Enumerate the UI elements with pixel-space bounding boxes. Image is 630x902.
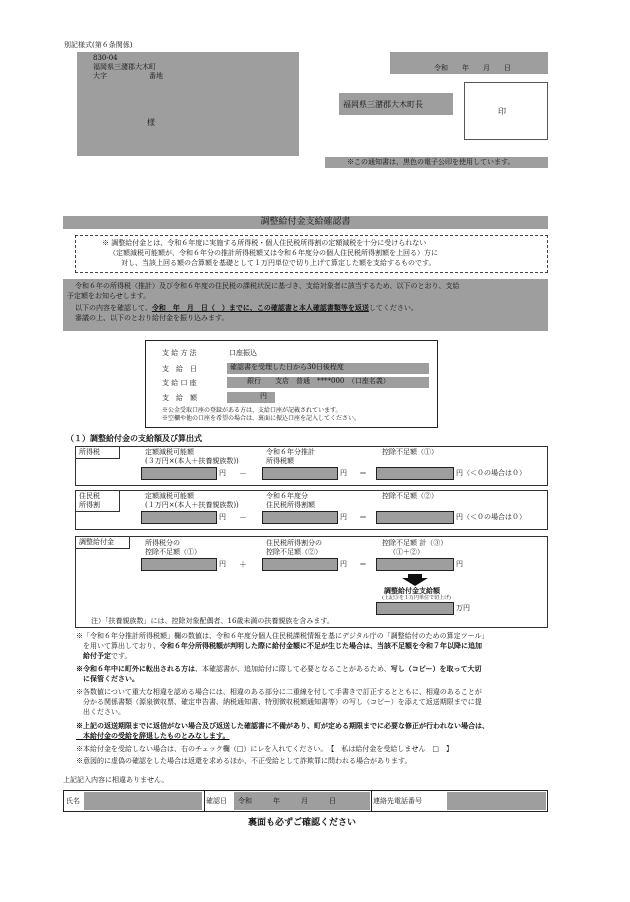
adjustment-field-1[interactable] [141,558,217,571]
payment-date-label: 支 給 日 [162,365,197,373]
adjustment-yen-3: 円 [456,560,463,568]
footer-note: 裏面も必ずご確認ください [248,818,357,828]
date-line: 令和 年 月 日 [434,64,511,72]
income-tax-c3: 控除不足額（①） [382,448,438,456]
mayor-name: 福岡県三潴郡大木町長 [343,100,423,109]
income-tax-equals: ＝ [359,469,367,478]
resident-tax-section [75,490,548,530]
note-12: ※意図的に虚偽の確認をした場合は返還を求めるほか、不正受給として詐欺罪に問われる場合があります。 [76,757,412,765]
note-4b: 、本確認書が、追加給付に際して必要となることがあるため、 [195,665,391,673]
name-label: 氏名 [66,797,80,805]
note-2 [76,641,556,651]
postal-code: 830-04 [93,54,118,62]
date-label: 確認日 [206,797,227,805]
address-line2a: 大字 [93,72,107,80]
income-tax-yen-2: 円 [340,469,347,477]
honorific: 様 [147,118,155,127]
resident-tax-c3: 控除不足額（②） [382,492,438,500]
adjustment-field-3[interactable] [376,558,454,571]
resident-tax-tab1: 住民税 [79,492,100,500]
income-tax-field-1[interactable] [141,467,217,480]
note-7: 分かる関係書類（源泉徴収票、確定申告書、納税通知書、特別徴収税額通知書等）の写し（コピー）を添えて返送期限までに提 [76,698,482,706]
date-field[interactable] [234,792,370,810]
seal-note-box [325,157,548,168]
adjustment-c2b: 控除不足額（②） [266,548,322,556]
adjustment-c1b: 控除不足額（①） [145,548,201,556]
definition-line2: （定額減税可能額が、令和６年分の推計所得税額又は令和６年度分の個人住民税所得割額を上回る）方に [109,249,438,257]
resident-tax-tail: 円（＜０の場合は０） [456,513,526,521]
payment-date-value: 確認書を受理した日から30日後程度 [227,363,429,374]
signature-row [63,790,548,812]
resident-tax-minus: － [239,513,247,522]
adjustment-plus: ＋ [239,560,247,569]
note-5: に保管ください。 [76,674,139,683]
income-tax-tail: 円（＜０の場合は０） [456,469,526,477]
note-11: ※本給付金を受給しない場合は、右のチェック欄（□）にレを入れてください。 【 私は給付金を受給しません □ 】 [76,745,454,753]
income-tax-field-2[interactable] [262,467,338,480]
definition-line1: ※ 調整給付金とは、令和６年度に実施する所得税・個人住民税所得割の定額減税を十分に受けられない [102,239,427,247]
note-1: ※「令和６年分推計所得税額」欄の数値は、令和６年度分個人住民税課税情報を基にデジタル庁の「調整給付のための算定ツール」 [76,632,489,640]
definition-box [75,235,548,273]
adjustment-c2a: 住民税所得割分の [266,539,322,547]
adjustment-result-label: 調整給付金支給額 [384,586,440,595]
payment-box [145,340,438,428]
intro-line3 [75,303,418,313]
intro-box [63,279,548,331]
form-id: 別記様式(第６条関係) [64,41,133,49]
seal-mark: 印 [498,107,506,116]
adjustment-yen-1: 円 [219,560,226,568]
adjustment-c3b: （①＋②） [389,548,424,556]
note-3b: です。 [111,652,132,660]
name-field[interactable] [84,792,202,810]
resident-tax-c2b: 住民税所得割額 [266,501,315,509]
adjustment-equals: ＝ [359,560,367,569]
resident-tax-tab2: 所得割 [79,501,100,509]
definition-line3: 対し、当該上回る額の合算額を基礎として１万円単位で切り上げて算定した額を支給するものです。 [121,259,436,267]
adjustment-c3a: 控除不足額 計（③） [382,539,448,547]
divider-2 [371,791,372,811]
payment-amount-value: 円 [227,392,275,403]
address-line1: 福岡県三潴郡大木町 [93,63,156,71]
adjustment-result-field[interactable] [376,602,454,615]
note-10: 本給付金の受給を辞退したものとみなします。 [76,731,230,740]
resident-tax-c1a: 定額減税可能額 [145,492,194,500]
note-3 [76,651,556,661]
mayor-box [339,93,453,115]
note-9: ※上記の返送期限までに返信がない場合及び返送した確認書に不備があり、町が定める期限までに必要な修正が行われない場合は、 [76,721,489,730]
seal-note: ※この通知書は、黒色の電子公印を使用しています。 [347,158,515,166]
income-tax-minus: － [239,469,247,478]
intro-line4: 審議の上、以下のとおり給付金を振り込みます。 [75,314,229,322]
note-2a: を用いて算出しており、 [76,642,160,650]
income-tax-field-3[interactable] [376,467,454,480]
intro-line3a: 以下の内容を確認して、 [75,304,152,312]
payment-amount-label: 支 給 額 [162,394,197,402]
phone-field[interactable] [447,792,546,810]
payment-method-value: 口座振込 [229,349,257,357]
adjustment-result-sub: (上記③を１万円単位で切上げ) [382,595,451,601]
intro-line1: 令和６年の所得税（推計）及び令和６年度の住民税の課税状況に基づき、支給対象者に該当するため、以下のとおり、支給 [75,282,460,290]
resident-tax-c2a: 令和６年度分 [266,492,308,500]
income-tax-c2b: 所得税額 [266,457,294,465]
intro-deadline: 令和 年 月 日（ ）までに、この確認書と本人確認書類等を返送 [151,303,369,312]
intro-line2: 予定額をお知らせします。 [67,292,151,300]
divider-1 [204,791,205,811]
consent-text: 上記記入内容に相違ありません。 [63,776,169,784]
payment-method-label: 支 給 方 法 [162,349,197,357]
resident-tax-tab [75,490,120,512]
payment-note1: ※公金受取口座の登録がある方は、支給口座が記載されています。 [162,407,342,414]
income-tax-tab: 所得税 [75,446,120,459]
down-arrow-icon [402,574,428,586]
resident-tax-yen-1: 円 [219,513,226,521]
payment-account-value: 銀行 支店 普通 ****000 （口座名義） [227,377,429,388]
resident-tax-equals: ＝ [359,513,367,522]
note-4 [76,664,556,674]
resident-tax-yen-2: 円 [340,513,347,521]
note-3a: 給付予定 [76,651,111,660]
seal-box [464,82,548,140]
income-tax-c1b: (３万円×(本人＋扶養親族数)) [145,457,239,465]
date-box [390,52,548,74]
adjustment-section [75,536,548,628]
resident-tax-field-2[interactable] [262,511,338,524]
note-4a: ※令和６年中に町外に転出される方は [76,664,195,673]
adjustment-field-2[interactable] [262,558,338,571]
payment-note2: ※空欄や他の口座を希望の場合は、裏面に振込口座を記入してください。 [162,415,361,422]
address-block [77,52,299,156]
date-field-value: 令和 年 月 日 [238,797,336,805]
adjustment-tab: 調整給付金 [75,536,130,549]
address-line2b: 番地 [149,72,163,80]
income-tax-c1a: 定額減税可能額 [145,448,194,456]
adjustment-result-unit: 万円 [456,604,470,612]
income-tax-c2a: 令和６年分推計 [266,448,315,456]
calc-heading: （１）調整給付金の支給額及び算出式 [66,433,202,443]
note-4c: 写し（コピー）を取って大切 [390,664,482,673]
resident-tax-field-1[interactable] [141,511,217,524]
adjustment-foot: 注）「扶養親族数」には、控除対象配偶者、16歳未満の扶養親族を含みます。 [91,617,334,625]
note-6: ※各数値について重大な相違を認める場合には、相違のある部分に二重線を付して手書きで訂正するとともに、相違のあることが [76,688,482,696]
income-tax-section [75,446,548,486]
phone-label: 連絡先電話番号 [373,797,422,805]
resident-tax-c1b: (１万円×(本人＋扶養親族数)) [145,501,239,509]
income-tax-yen-1: 円 [219,469,226,477]
adjustment-c1a: 所得税分の [145,539,180,547]
note-2b: 令和６年分所得税額が判明した際に給付金額に不足が生じた場合は、当該不足額を令和７年以降に追加 [160,641,482,650]
payment-account-label: 支 給 口 座 [162,379,197,387]
adjustment-yen-2: 円 [340,560,347,568]
document-title: 調整給付金支給確認書 [63,216,548,229]
resident-tax-field-3[interactable] [376,511,454,524]
intro-line3c: してください。 [368,304,418,312]
note-8: 出ください。 [76,708,125,716]
